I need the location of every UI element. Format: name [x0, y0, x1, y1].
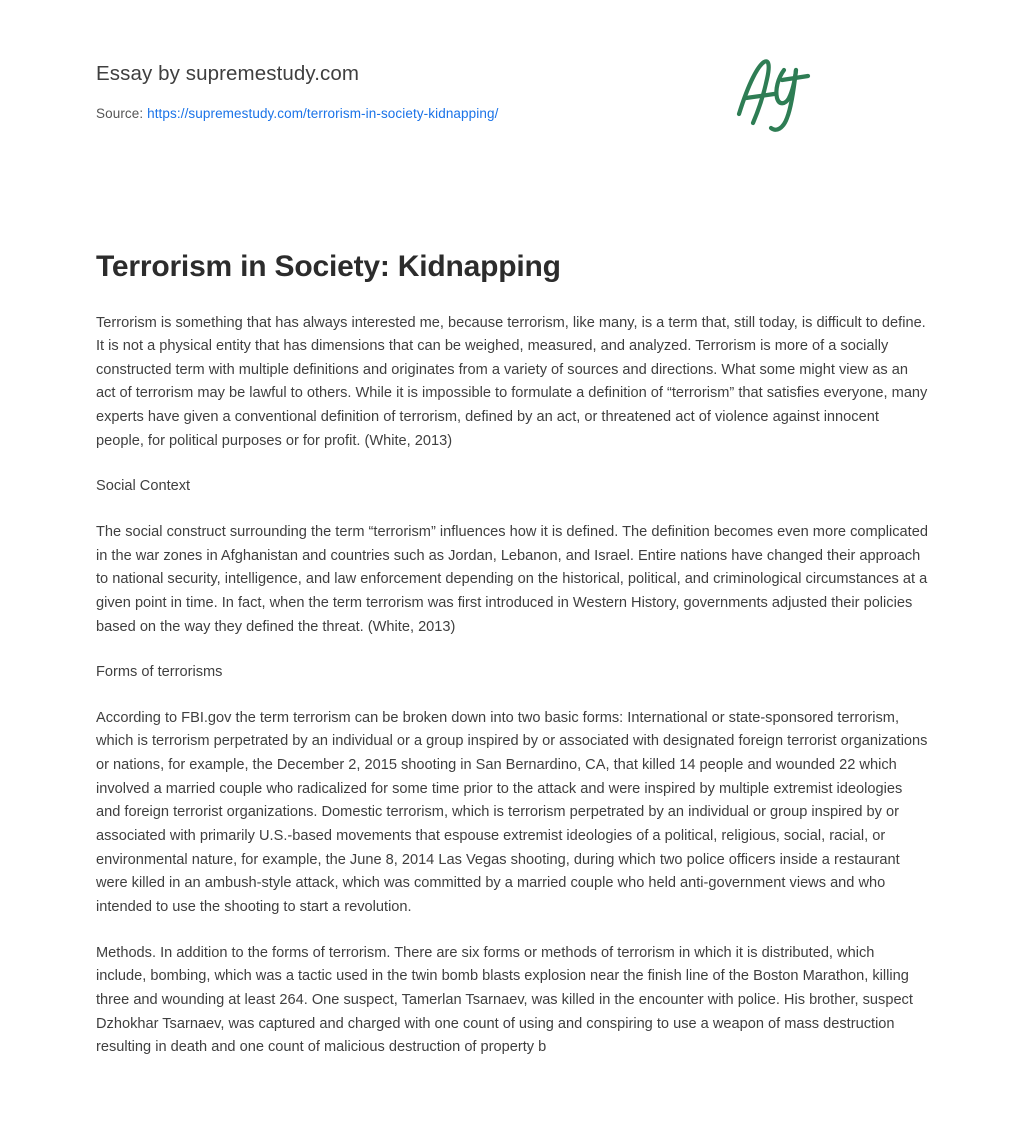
- article-body: [96, 312, 928, 1092]
- supremestudy-logo-icon: [722, 52, 832, 138]
- page-header: [96, 0, 928, 120]
- paragraph: According to FBI.gov the term terrorism can be broken down into two basic forms: International or state-sponsored terrorism, which is terrorism perpetrated by an individual or a group inspired by or associated with designated foreign terrorist organizations or nations, for example, the December 2, 2015 shooting in San Bernardino, CA, that killed 14 people and wounded 22 which involved a married couple who radicalized for some time prior to the attack and were inspired by multiple extremist ideologies and foreign terrorist organizations. Domestic terrorism, which is terrorism perpetrated by an individual or group inspired by or associated with primarily U.S.-based movements that espouse extremist ideologies of a political, religious, social, racial, or environmental nature, for example, the June 8, 2014 Las Vegas shooting, during which two police officers inside a restaurant were killed in an ambush-style attack, which was committed by a married couple who held anti-government views and who intended to use the shooting to start a revolution.: [96, 709, 928, 915]
- section-heading-forms-of-terrorisms: Forms of terrorisms: [96, 664, 223, 681]
- source-link[interactable]: https://supremestudy.com/terrorism-in-society-kidnapping/: [147, 105, 499, 121]
- paragraph: The social construct surrounding the term “terrorism” influences how it is defined. The definition becomes even more complicated in the war zones in Afghanistan and countries such as Jordan, Lebanon, and Israel. Entire nations have changed their approach to national security, intelligence, and law enforcement depending on the historical, political, and criminological circumstances at a given point in time. In fact, when the term terrorism was first introduced in Western History, governments adjusted their policies based on the way they defined the threat. (White, 2013): [96, 523, 928, 635]
- brand-title: Essay by supremestudy.com: [96, 62, 360, 85]
- page-title: Terrorism in Society: Kidnapping: [96, 250, 561, 283]
- paragraph: Terrorism is something that has always interested me, because terrorism, like many, is a term that, still today, is difficult to define. It is not a physical entity that has dimensions that can be weighed, measured, and analyzed. Terrorism is more of a socially constructed term with multiple definitions and originates from a variety of sources and directions. What some might view as an act of terrorism may be lawful to others. While it is impossible to formulate a definition of “terrorism” that satisfies everyone, many experts have given a conventional definition of terrorism, defined by an act, or threatened act of violence against innocent people, for political purposes or for profit. (White, 2013): [96, 314, 928, 449]
- paragraph: Methods. In addition to the forms of terrorism. There are six forms or methods of terrorism in which it is distributed, which include, bombing, which was a tactic used in the twin bomb blasts explosion near the finish line of the Boston Marathon, killing three and wounding at least 264. One suspect, Tamerlan Tsarnaev, was killed in the encounter with police. His brother, suspect Dzhokhar Tsarnaev, was captured and charged with one count of using and conspiring to use a weapon of mass destruction resulting in death and one count of malicious destruction of property b: [96, 944, 913, 1056]
- section-heading-social-context: Social Context: [96, 478, 191, 495]
- source-label: Source:: [96, 105, 144, 121]
